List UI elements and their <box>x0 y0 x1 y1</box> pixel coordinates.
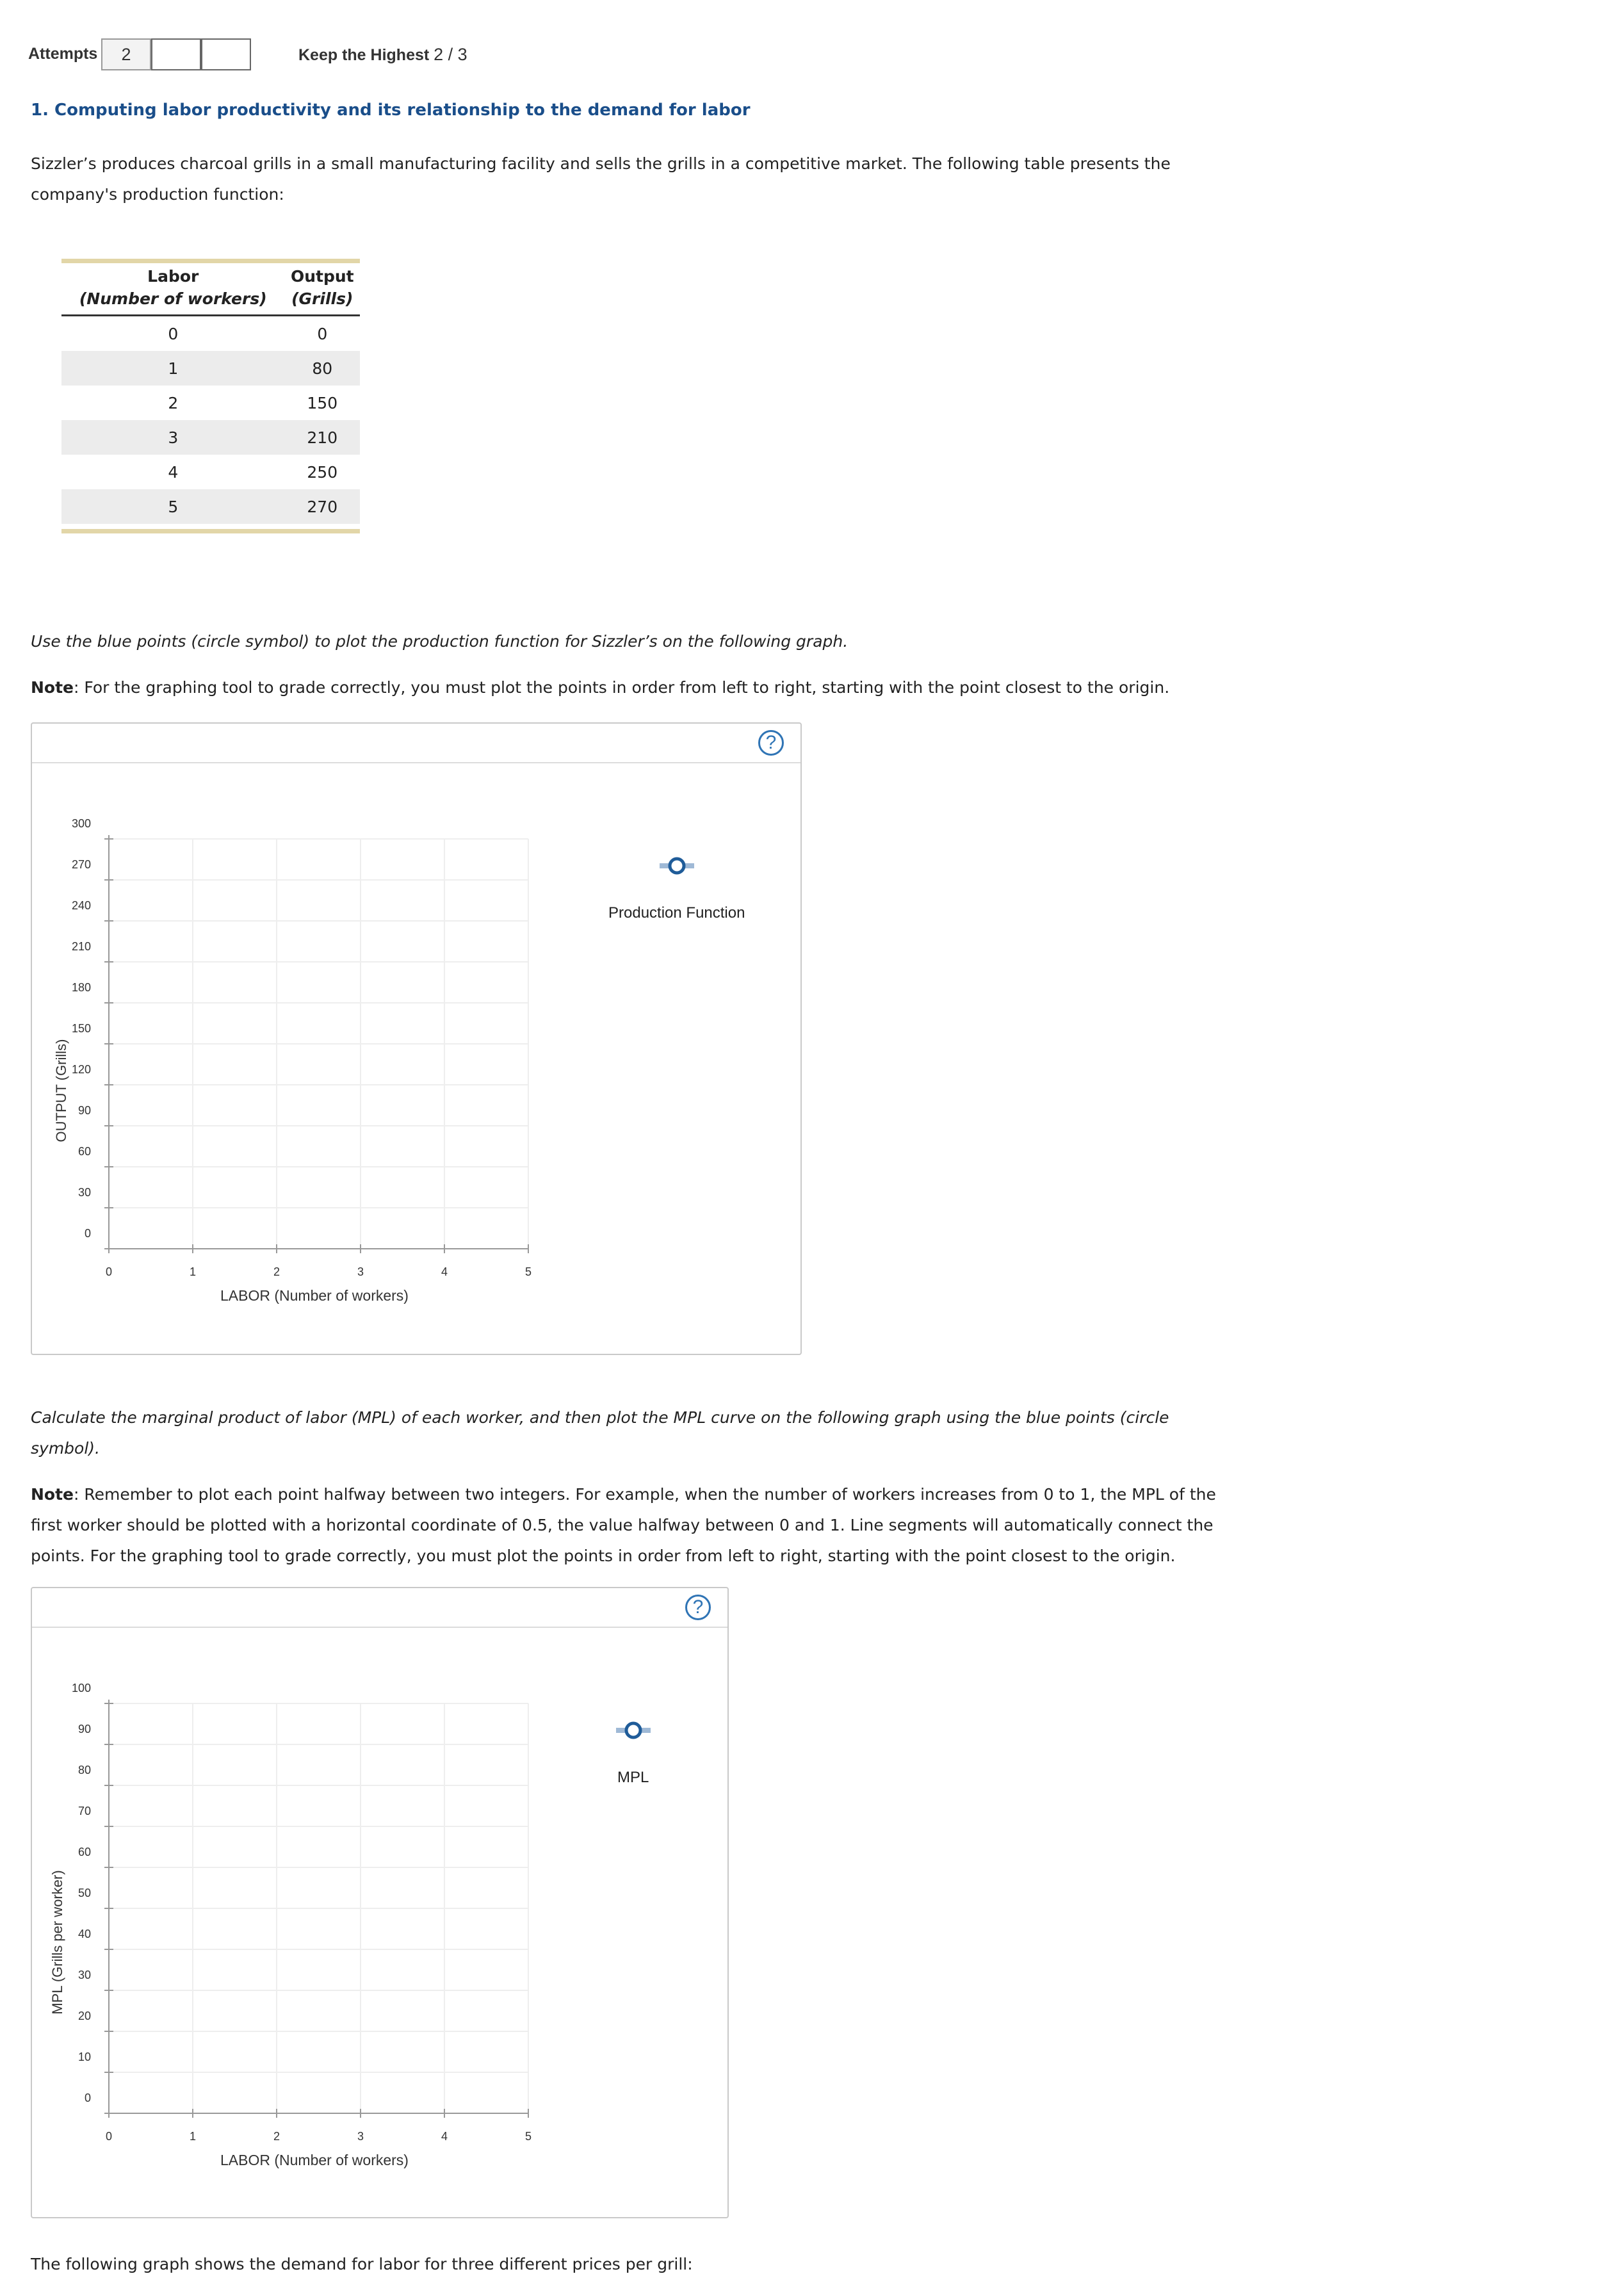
labor-cell: 4 <box>168 462 179 482</box>
y-tick-label: 80 <box>77 1764 91 1776</box>
graph-1-axes <box>109 835 528 1249</box>
labor-cell: 1 <box>61 351 285 386</box>
instructions-2-line-2: symbol). <box>31 1439 100 1458</box>
output-cell: 250 <box>307 462 338 482</box>
production-function-tool[interactable] <box>660 859 694 873</box>
table-row <box>61 351 360 386</box>
y-tick-label: 90 <box>77 1104 91 1117</box>
keep-highest-label: Keep the Highest <box>298 46 430 64</box>
keep-highest-score: 2 / 3 <box>434 45 467 64</box>
x-tick-label: 3 <box>357 1265 364 1278</box>
labor-cell: 2 <box>168 393 179 412</box>
help-icon[interactable]: ? <box>758 730 784 756</box>
labor-cell: 0 <box>168 324 179 343</box>
labor-cell: 3 <box>61 420 285 455</box>
mpl-tool[interactable] <box>616 1723 651 1737</box>
graph-2-x-axis-title: LABOR (Number of workers) <box>220 2152 409 2168</box>
help-icon[interactable]: ? <box>685 1595 711 1620</box>
x-tick-label: 0 <box>105 1265 113 1278</box>
y-tick-label: 20 <box>77 2010 91 2022</box>
note-1-label: Note <box>31 678 74 697</box>
y-tick-label: 30 <box>77 1186 91 1199</box>
y-tick-label: 270 <box>71 858 91 871</box>
graph-1-grid <box>109 839 528 1249</box>
note-2 <box>31 1479 1222 1572</box>
y-tick-label: 0 <box>84 2092 91 2104</box>
attempt-box-2 <box>151 38 201 70</box>
output-cell: 0 <box>317 324 328 343</box>
instructions-1 <box>31 626 1222 657</box>
y-tick-label: 10 <box>77 2051 91 2063</box>
output-cell: 270 <box>285 489 360 524</box>
y-tick-label: 50 <box>77 1887 91 1899</box>
y-tick-label: 240 <box>71 899 91 912</box>
note-2-line-1: : Remember to plot each point halfway between two integers. For example, when the number of workers increases from 0 to 1, the MPL of the <box>74 1485 1216 1504</box>
attempt-box-3 <box>201 38 251 70</box>
x-tick-label: 2 <box>273 1265 280 1278</box>
y-tick-label: 40 <box>77 1928 91 1940</box>
note-2-line-3: points. For the graphing tool to grade correctly, you must plot the points in order from left to right, starting with the point closest to the origin. <box>31 1547 1176 1565</box>
note-2-label: Note <box>31 1485 74 1504</box>
keep-highest <box>298 45 467 65</box>
col-output-subheader: (Grills) <box>285 287 360 316</box>
intro-paragraph <box>31 149 1222 210</box>
table-row <box>61 420 360 455</box>
mpl-graph-panel <box>31 1587 729 2218</box>
table-row <box>61 455 360 489</box>
y-tick-label: 60 <box>77 1846 91 1858</box>
blue-circle-point-icon <box>626 1723 640 1737</box>
x-tick-label: 1 <box>189 1265 197 1278</box>
x-tick-label: 4 <box>441 1265 448 1278</box>
graph-2-grid <box>109 1703 528 2113</box>
y-tick-label: 0 <box>84 1227 91 1240</box>
table-bottom-rule <box>61 529 360 533</box>
table-row <box>61 316 360 352</box>
graph-2-y-axis-title: MPL (Grills per worker) <box>49 1870 65 2015</box>
graph-2-y-ticks <box>72 1682 113 2113</box>
y-tick-label: 120 <box>71 1063 91 1076</box>
production-function-plot[interactable] <box>32 724 800 1354</box>
table-row <box>61 489 360 524</box>
y-tick-label: 180 <box>71 981 91 994</box>
attempt-box-1: 2 <box>101 38 151 70</box>
graph-1-y-axis-title: OUTPUT (Grills) <box>53 1039 69 1142</box>
instructions-1-text: Use the blue points (circle symbol) to plot the production function for Sizzler’s on the following graph. <box>31 632 849 651</box>
production-function-graph-panel <box>31 722 802 1355</box>
mpl-legend[interactable]: MPL <box>617 1769 649 1786</box>
col-labor-subheader: (Number of workers) <box>61 287 285 316</box>
note-1 <box>31 672 1222 703</box>
x-tick-label: 2 <box>273 2130 280 2143</box>
instructions-2-line-1: Calculate the marginal product of labor (MPL) of each worker, and then plot the MPL curve on the following graph using the blue points (circle <box>31 1408 1169 1427</box>
y-tick-label: 30 <box>77 1969 91 1981</box>
x-tick-label: 5 <box>524 1265 532 1278</box>
x-tick-label: 5 <box>524 2130 532 2143</box>
y-tick-label: 90 <box>77 1723 91 1735</box>
production-function-legend[interactable]: Production Function <box>608 904 745 922</box>
y-tick-label: 60 <box>77 1145 91 1158</box>
question-title: 1. Computing labor productivity and its relationship to the demand for labor <box>31 101 751 120</box>
x-tick-label: 3 <box>357 2130 364 2143</box>
graph-1-y-ticks <box>72 817 113 1249</box>
instructions-2 <box>31 1402 1222 1464</box>
col-labor-header: Labor <box>147 267 199 286</box>
mpl-plot[interactable] <box>32 1588 727 2217</box>
output-cell: 210 <box>285 420 360 455</box>
graph-1-x-axis-title: LABOR (Number of workers) <box>220 1287 409 1304</box>
table-top-rule <box>61 259 360 263</box>
intro-line-1: Sizzler’s produces charcoal grills in a small manufacturing facility and sells the grills in a competitive market. The following table presents the <box>31 154 1171 173</box>
output-cell: 150 <box>307 393 338 412</box>
intro-line-2: company's production function: <box>31 185 284 204</box>
note-2-line-2: first worker should be plotted with a horizontal coordinate of 0.5, the value halfway between 0 and 1. Line segments will automatically connect the <box>31 1516 1214 1534</box>
y-tick-label: 210 <box>71 940 91 953</box>
x-tick-label: 4 <box>441 2130 448 2143</box>
col-output-header: Output <box>290 267 354 286</box>
attempts-label: Attempts <box>28 45 98 63</box>
x-tick-label: 0 <box>105 2130 113 2143</box>
y-tick-label: 300 <box>71 817 91 830</box>
y-tick-label: 150 <box>71 1022 91 1035</box>
y-tick-label: 70 <box>77 1805 91 1817</box>
graph-2-axes <box>109 1700 528 2113</box>
table-row <box>61 386 360 420</box>
labor-cell: 5 <box>61 489 285 524</box>
note-1-text: : For the graphing tool to grade correctly, you must plot the points in order from left to right, starting with the point closest to the origin. <box>74 678 1170 697</box>
x-tick-label: 1 <box>189 2130 197 2143</box>
production-table <box>61 259 360 533</box>
footer-text: The following graph shows the demand for labor for three different prices per grill: <box>31 2255 693 2273</box>
blue-circle-point-icon <box>670 859 684 873</box>
output-cell: 80 <box>285 351 360 386</box>
y-tick-label: 100 <box>71 1682 91 1694</box>
